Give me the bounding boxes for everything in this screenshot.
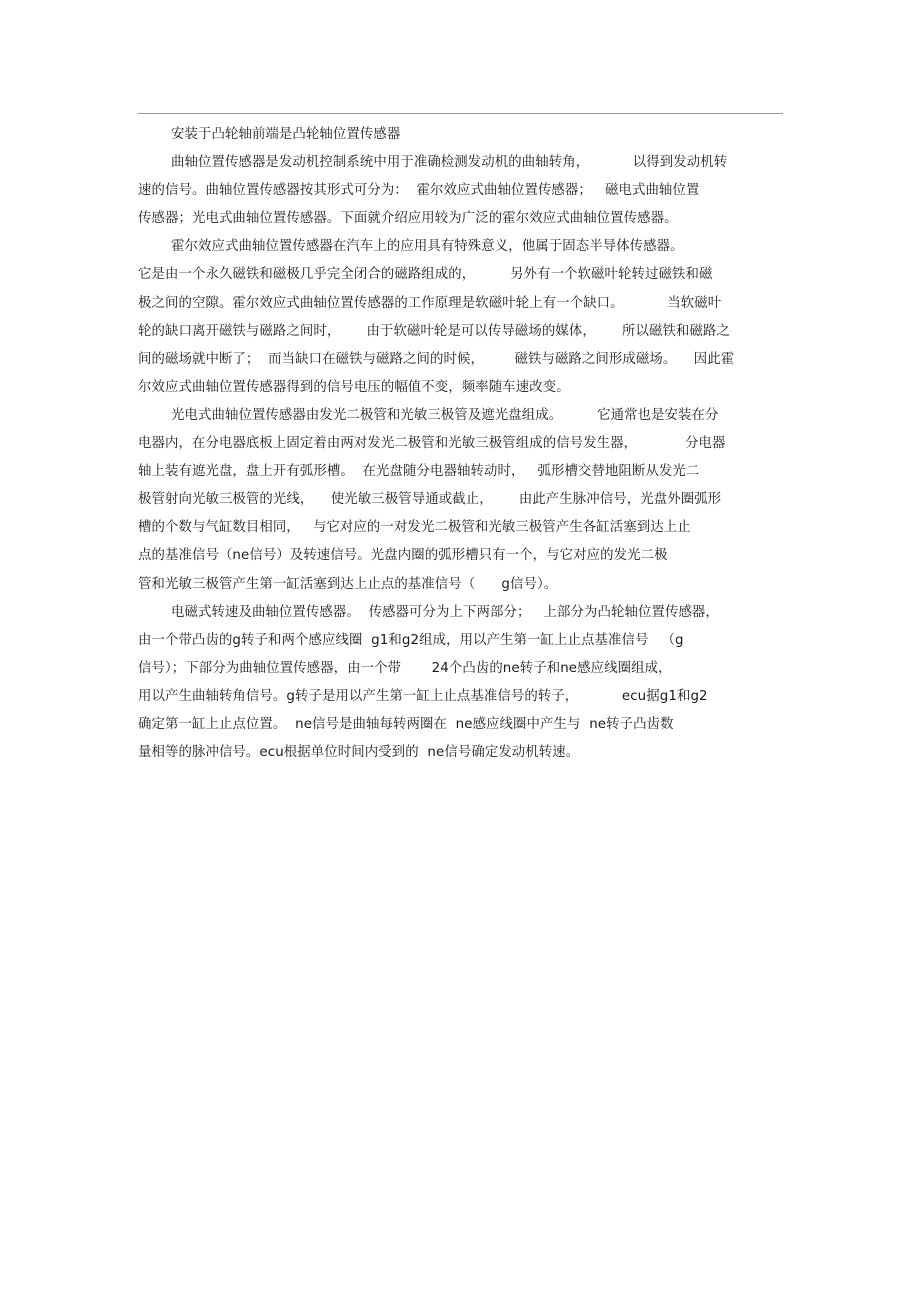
text-line: 轴上装有遮光盘，盘上开有弧形槽。 在光盘随分电器轴转动时， 弧形槽交替地阻断从发光二 — [138, 464, 700, 480]
text-line: 信号）；下部分为曲轴位置传感器，由一个带 24个凸齿的ne转子和ne感应线圈组成， — [138, 660, 672, 676]
text-line: 尔效应式曲轴位置传感器得到的信号电压的幅值不变，频率随车速改变。 — [138, 379, 570, 395]
text-line: 量相等的脉冲信号。ecu根据单位时间内受到的 ne信号确定发动机转速。 — [138, 745, 580, 761]
text-line: 光电式曲轴位置传感器由发光二极管和光敏三极管及遮光盘组成。 它通常也是安装在分 — [171, 407, 719, 423]
text-line: 曲轴位置传感器是发动机控制系统中用于准确检测发动机的曲轴转角， 以得到发动机转 — [171, 155, 728, 171]
text-line: 安装于凸轮轴前端是凸轮轴位置传感器 — [171, 127, 401, 142]
text-line: 霍尔效应式曲轴位置传感器在汽车上的应用具有特殊意义，他属于固态半导体传感器。 — [171, 239, 684, 255]
text-line: 轮的缺口离开磁铁与磁路之间时， 由于软磁叶轮是可以传导磁场的媒体， 所以磁铁和磁路之 — [138, 323, 730, 339]
text-line: 极之间的空隙。霍尔效应式曲轴位置传感器的工作原理是软磁叶轮上有一个缺口。 当软磁叶 — [138, 295, 722, 311]
text-line: 间的磁场就中断了； 而当缺口在磁铁与磁路之间的时候， 磁铁与磁路之间形成磁场。 因此霍 — [138, 351, 735, 367]
text-line: 点的基准信号（ne信号）及转速信号。光盘内圈的弧形槽只有一个，与它对应的发光二极 — [138, 548, 668, 564]
text-line: 槽的个数与气缸数目相同， 与它对应的一对发光二极管和光敏三极管产生各缸活塞到达上止 — [138, 520, 691, 536]
text-line: 极管射向光敏三极管的光线， 使光敏三极管导通或截止， 由此产生脉冲信号，光盘外圈弧形 — [138, 492, 722, 508]
document-body — [138, 121, 798, 767]
text-line: 速的信号。曲轴位置传感器按其形式可分为： 霍尔效应式曲轴位置传感器； 磁电式曲轴位置 — [138, 183, 700, 199]
text-line: 传感器；光电式曲轴位置传感器。下面就介绍应用较为广泛的霍尔效应式曲轴位置传感器。 — [138, 211, 678, 227]
text-line: 电器内，在分电器底板上固定着由两对发光二极管和光敏三极管组成的信号发生器， 分电器 — [138, 436, 726, 452]
text-line: 管和光敏三极管产生第一缸活塞到达上止点的基准信号（ g信号）。 — [138, 576, 558, 592]
text-line: 确定第一缸上止点位置。 ne信号是曲轴每转两圈在 ne感应线圈中产生与 ne转子凸齿数 — [138, 716, 674, 732]
text-line: 由一个带凸齿的g转子和两个感应线圈 g1和g2组成，用以产生第一缸上止点基准信号 （g — [138, 632, 684, 648]
text-line: 电磁式转速及曲轴位置传感器。 传感器可分为上下两部分； 上部分为凸轮轴位置传感器， — [171, 604, 719, 620]
header-rule — [138, 113, 783, 114]
text-line: 它是由一个永久磁铁和磁极几乎完全闭合的磁路组成的， 另外有一个软磁叶轮转过磁铁和磁 — [138, 267, 713, 283]
text-line: 用以产生曲轴转角信号。g转子是用以产生第一缸上止点基准信号的转子， ecu据g1和g2 — [138, 688, 708, 704]
